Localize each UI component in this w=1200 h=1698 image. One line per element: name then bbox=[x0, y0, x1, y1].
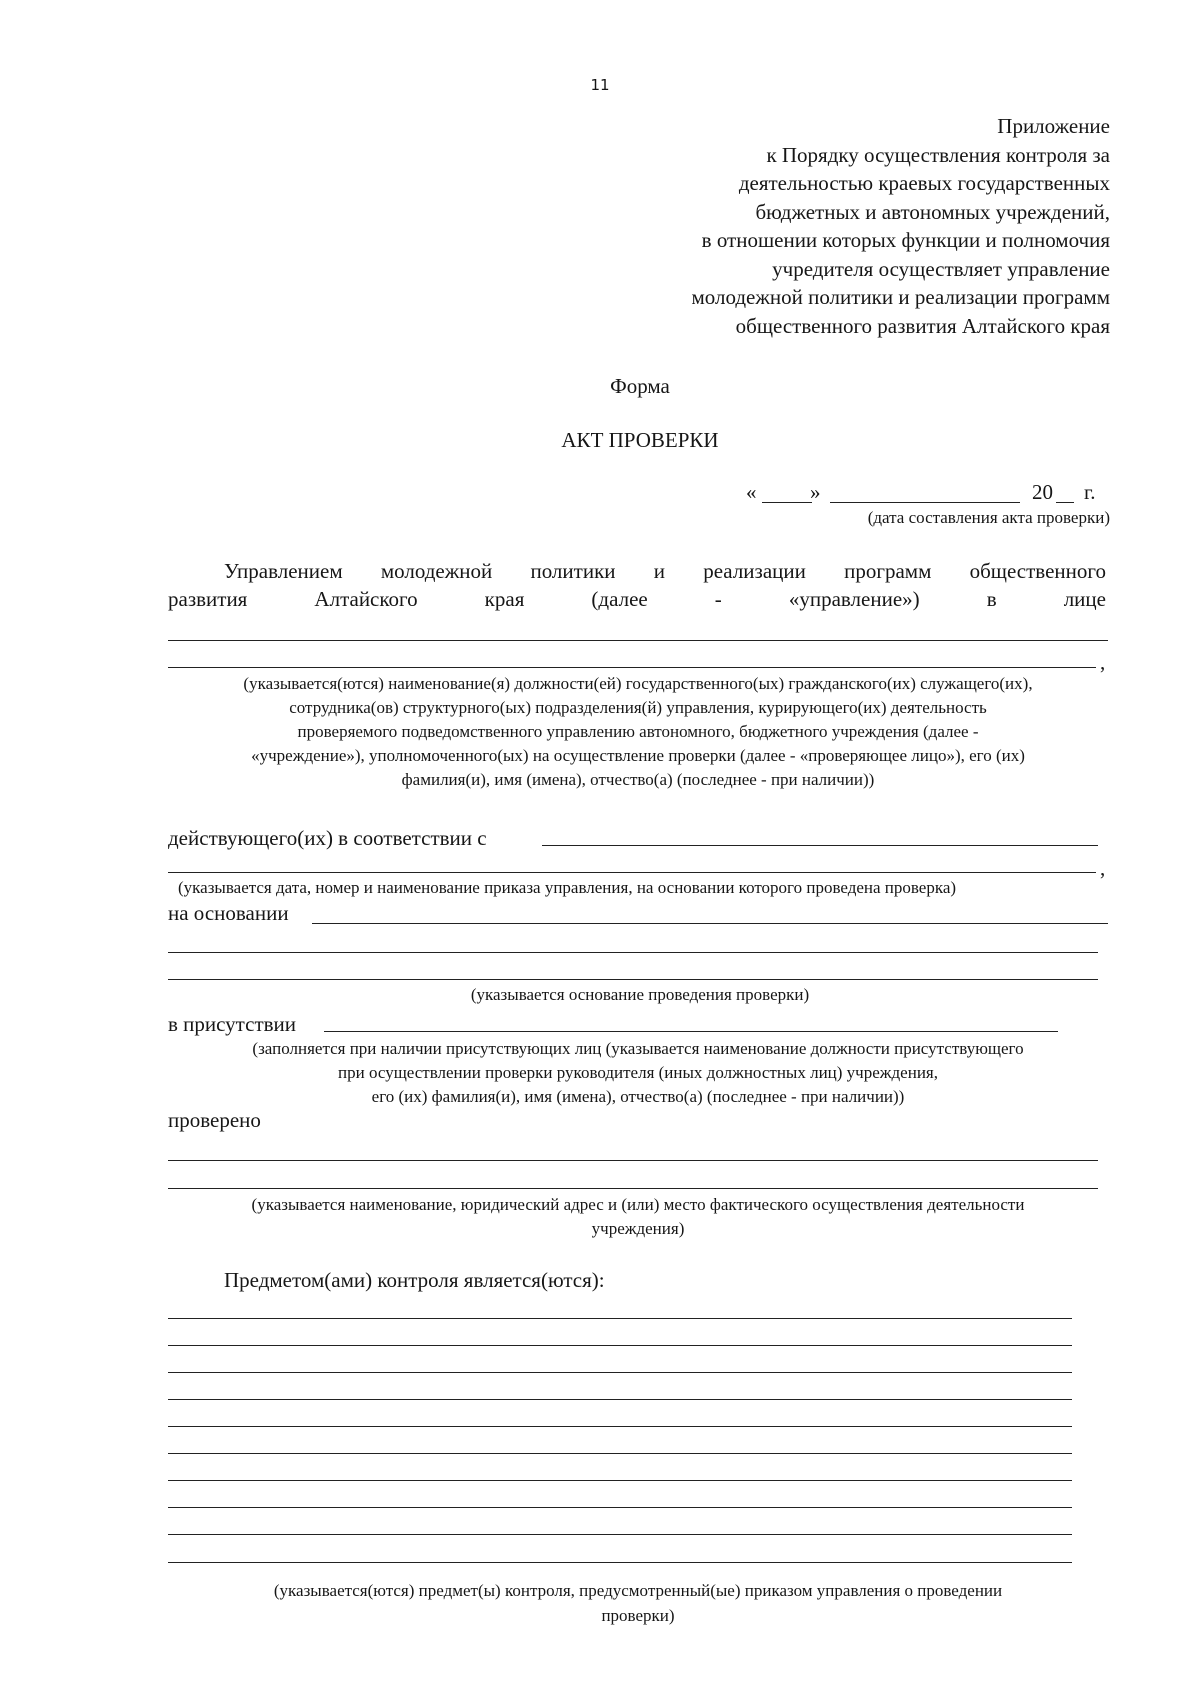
caption-line: (заполняется при наличии присутствующих лиц (указывается наименование должности присутствующего bbox=[252, 1039, 1024, 1058]
comma: , bbox=[1100, 856, 1106, 880]
subject-blank-3[interactable] bbox=[168, 1372, 1072, 1373]
subject-blank-10[interactable] bbox=[168, 1562, 1072, 1563]
checked-caption bbox=[160, 1193, 1116, 1241]
presence-blank[interactable] bbox=[324, 1031, 1058, 1032]
inspector-blank-2[interactable] bbox=[168, 667, 1096, 668]
intro-word: общественного bbox=[969, 559, 1106, 583]
caption-line: фамилия(и), имя (имена), отчество(а) (последнее - при наличии)) bbox=[401, 770, 875, 789]
day-blank[interactable] bbox=[762, 502, 812, 503]
month-blank[interactable] bbox=[830, 502, 1020, 503]
subject-blank-1[interactable] bbox=[168, 1318, 1072, 1319]
presence-label: в присутствии bbox=[168, 1012, 297, 1036]
appendix-line: деятельностью краевых государственных bbox=[738, 171, 1110, 195]
intro-word: Управлением bbox=[224, 559, 343, 583]
subject-blank-2[interactable] bbox=[168, 1345, 1072, 1346]
comma: , bbox=[1100, 650, 1106, 674]
appendix-block bbox=[500, 112, 1110, 340]
appendix-line: в отношении которых функции и полномочия bbox=[701, 228, 1110, 252]
appendix-line: учредителя осуществляет управление bbox=[772, 256, 1110, 281]
appendix-line: Приложение bbox=[997, 114, 1110, 138]
intro-word: (далее bbox=[591, 587, 648, 611]
intro-word: Алтайского bbox=[314, 587, 418, 611]
caption-line: его (их) фамилия(и), имя (имена), отчество(а) (последнее - при наличии)) bbox=[371, 1087, 905, 1106]
subject-blank-6[interactable] bbox=[168, 1453, 1072, 1454]
appendix-line: общественного развития Алтайского края bbox=[735, 313, 1110, 338]
appendix-line: молодежной политики и реализации программ bbox=[691, 285, 1110, 309]
basis-label: на основании bbox=[168, 901, 289, 925]
basis-blank-1[interactable] bbox=[312, 923, 1108, 924]
order-blank-2[interactable] bbox=[168, 872, 1096, 873]
checked-blank-1[interactable] bbox=[168, 1160, 1098, 1161]
intro-word: и bbox=[653, 559, 665, 583]
caption-line: (указывается наименование, юридический адрес и (или) место фактического осуществления деятельности bbox=[251, 1195, 1025, 1214]
form-label: Форма bbox=[610, 374, 670, 398]
intro-word: - bbox=[714, 587, 722, 611]
subject-caption bbox=[160, 1578, 1116, 1628]
acting-caption: (указывается дата, номер и наименование приказа управления, на основании которого проведена проверка) bbox=[178, 878, 957, 897]
intro-word: развития bbox=[168, 587, 248, 611]
acting-label: действующего(их) в соответствии с bbox=[168, 826, 487, 850]
presence-caption bbox=[160, 1037, 1116, 1109]
subject-blank-4[interactable] bbox=[168, 1399, 1072, 1400]
date-caption: (дата составления акта проверки) bbox=[867, 508, 1110, 527]
intro-caption bbox=[160, 672, 1116, 792]
year-prefix: 20 bbox=[1032, 480, 1053, 504]
caption-line: при осуществлении проверки руководителя (иных должностных лиц) учреждения, bbox=[338, 1063, 938, 1082]
intro-word: в bbox=[986, 587, 997, 611]
checked-blank-2[interactable] bbox=[168, 1188, 1098, 1189]
date-close-quote: » bbox=[810, 480, 821, 504]
caption-line: проверки) bbox=[601, 1606, 675, 1625]
intro-word: края bbox=[484, 587, 525, 611]
caption-line: учреждения) bbox=[591, 1219, 685, 1238]
subject-blank-5[interactable] bbox=[168, 1426, 1072, 1427]
date-open-quote: « bbox=[746, 480, 757, 504]
basis-blank-2[interactable] bbox=[168, 952, 1098, 953]
basis-caption: (указывается основание проведения проверки) bbox=[470, 985, 810, 1004]
intro-word: программ bbox=[844, 559, 932, 583]
intro-word: молодежной bbox=[380, 559, 493, 583]
subject-blank-9[interactable] bbox=[168, 1534, 1072, 1535]
caption-line: (указывается(ются) наименование(я) должности(ей) государственного(ых) гражданского(их) служащего(их), bbox=[243, 674, 1033, 693]
inspector-blank-1[interactable] bbox=[168, 640, 1108, 641]
checked-label: проверено bbox=[168, 1108, 261, 1132]
document-title: АКТ ПРОВЕРКИ bbox=[561, 428, 719, 452]
intro-line-1 bbox=[224, 559, 1106, 584]
year-blank[interactable] bbox=[1056, 502, 1074, 503]
appendix-line: к Порядку осуществления контроля за bbox=[766, 142, 1110, 167]
caption-line: (указывается(ются) предмет(ы) контроля, предусмотренный(ые) приказом управления о проведении bbox=[273, 1581, 1003, 1600]
appendix-line: бюджетных и автономных учреждений, bbox=[755, 199, 1110, 224]
caption-line: проверяемого подведомственного управлению автономного, бюджетного учреждения (далее - bbox=[297, 722, 979, 741]
caption-line: «учреждение»), уполномоченного(ых) на осуществление проверки (далее - «проверяющее лицо»), его (их) bbox=[251, 746, 1025, 765]
intro-word: реализации bbox=[703, 559, 806, 583]
caption-line: сотрудника(ов) структурного(ых) подразделения(й) управления, курирующего(их) деятельность bbox=[289, 698, 987, 717]
basis-blank-3[interactable] bbox=[168, 979, 1098, 980]
order-blank-1[interactable] bbox=[542, 845, 1098, 846]
intro-word: политики bbox=[530, 559, 616, 583]
intro-word: «управление») bbox=[788, 587, 920, 611]
year-suffix: г. bbox=[1084, 480, 1096, 504]
page-number: 11 bbox=[590, 76, 610, 94]
intro-line-2 bbox=[168, 587, 1106, 612]
subject-blank-7[interactable] bbox=[168, 1480, 1072, 1481]
subject-label: Предметом(ами) контроля является(ются): bbox=[224, 1268, 605, 1292]
subject-blank-8[interactable] bbox=[168, 1507, 1072, 1508]
intro-word: лице bbox=[1063, 587, 1106, 611]
